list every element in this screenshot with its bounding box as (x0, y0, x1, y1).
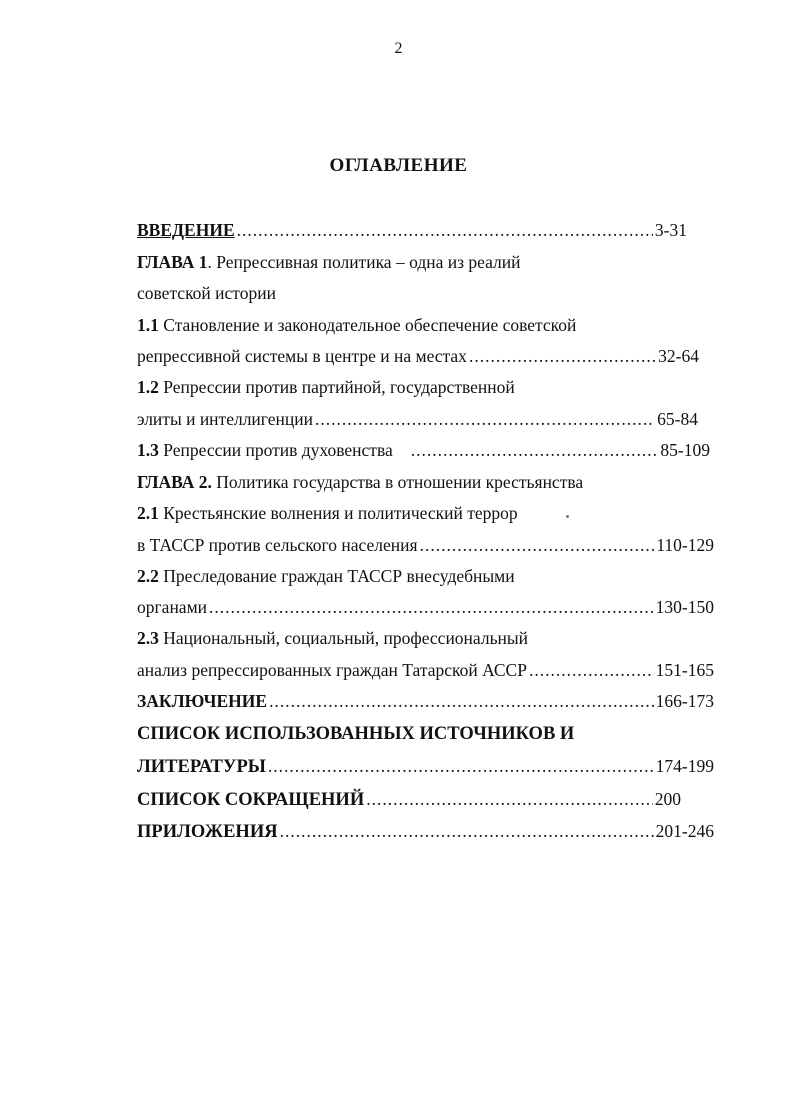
toc-entry-abbreviations[interactable] (137, 788, 681, 811)
toc-text: Политика государства в отношении крестьянства (211, 472, 584, 492)
toc-section-2-2[interactable] (137, 565, 515, 587)
toc-chapter-1-heading-cont (137, 282, 276, 304)
toc-text: органами (137, 597, 208, 617)
toc-label: ЗАКЛЮЧЕНИЕ (137, 691, 268, 711)
toc-label: ВВЕДЕНИЕ (137, 220, 235, 240)
leader-dots (209, 596, 654, 618)
toc-text: Репрессии против партийной, государственной (158, 377, 515, 397)
toc-chapter-2-heading[interactable] (137, 471, 583, 493)
toc-pages: 32-64 (658, 346, 699, 366)
toc-label: ГЛАВА 1 (137, 252, 208, 272)
toc-text: Преследование граждан ТАССР внесудебными (158, 566, 515, 586)
toc-pages: 201-246 (655, 821, 714, 841)
toc-label: 1.2 (137, 377, 159, 397)
toc-pages: 174-199 (655, 756, 714, 776)
toc-label: ГЛАВА 2. (137, 472, 212, 492)
leader-dots (237, 219, 653, 241)
toc-text: репрессивной системы в центре и на местах (137, 346, 467, 366)
page-title: ОГЛАВЛЕНИЕ (329, 155, 468, 176)
toc-section-2-1-cont[interactable] (137, 534, 714, 556)
toc-text: Крестьянские волнения и политический террор (158, 503, 518, 523)
toc-section-2-3-cont[interactable] (137, 659, 714, 681)
toc-section-2-3[interactable] (137, 627, 528, 649)
toc-section-1-2[interactable] (137, 376, 515, 398)
toc-label: 2.1 (137, 503, 159, 523)
toc-text: Становление и законодательное обеспечение советской (158, 315, 577, 335)
toc-text: Национальный, социальный, профессиональный (158, 628, 529, 648)
toc-entry-appendices[interactable] (137, 820, 714, 843)
toc-label: СПИСОК ИСПОЛЬЗОВАННЫХ ИСТОЧНИКОВ И (137, 724, 575, 744)
leader-dots (268, 755, 654, 777)
toc-text: . Репрессивная политика – одна из реалий (207, 252, 521, 272)
toc-label: 2.2 (137, 566, 159, 586)
scan-speck (566, 515, 569, 518)
leader-dots (420, 534, 655, 556)
toc-pages: 110-129 (656, 535, 714, 555)
leader-dots (269, 690, 654, 712)
toc-pages: 200 (654, 789, 681, 809)
toc-label: 1.1 (137, 315, 159, 335)
toc-label: ЛИТЕРАТУРЫ (137, 757, 266, 777)
toc-pages: 85-109 (660, 440, 710, 460)
toc-pages: 151-165 (655, 660, 714, 680)
toc-pages: 3-31 (654, 220, 687, 240)
leader-dots (280, 820, 654, 842)
toc-section-2-1[interactable] (137, 502, 518, 524)
leader-dots (366, 788, 653, 810)
toc-text: элиты и интеллигенции (137, 409, 313, 429)
toc-text: советской истории (137, 283, 276, 303)
toc-text: в ТАССР против сельского населения (137, 535, 418, 555)
toc-entry-introduction[interactable] (137, 219, 687, 241)
toc-section-1-3[interactable] (137, 439, 710, 461)
page-number: 2 (394, 40, 403, 57)
toc-section-1-1[interactable] (137, 314, 576, 336)
toc-section-1-2-cont[interactable] (137, 408, 698, 430)
toc-pages: 130-150 (655, 597, 714, 617)
toc-pages: 166-173 (655, 691, 714, 711)
leader-dots (529, 659, 654, 681)
toc-label: СПИСОК СОКРАЩЕНИЙ (137, 790, 365, 810)
toc-entry-sources[interactable] (137, 723, 574, 745)
toc-label: ПРИЛОЖЕНИЯ (137, 822, 278, 842)
toc-section-2-2-cont[interactable] (137, 596, 714, 618)
toc-entry-sources-cont[interactable] (137, 755, 714, 778)
leader-dots (411, 439, 659, 461)
leader-dots (315, 408, 655, 430)
toc-label: 2.3 (137, 628, 159, 648)
toc-pages: 65-84 (657, 409, 698, 429)
toc-text: Репрессии против духовенства (158, 440, 393, 460)
toc-entry-conclusion[interactable] (137, 690, 714, 712)
toc-chapter-1-heading[interactable] (137, 251, 521, 273)
leader-dots (469, 345, 656, 367)
toc-section-1-1-cont[interactable] (137, 345, 699, 367)
toc-text: анализ репрессированных граждан Татарской АССР (137, 660, 527, 680)
toc-label: 1.3 (137, 440, 159, 460)
